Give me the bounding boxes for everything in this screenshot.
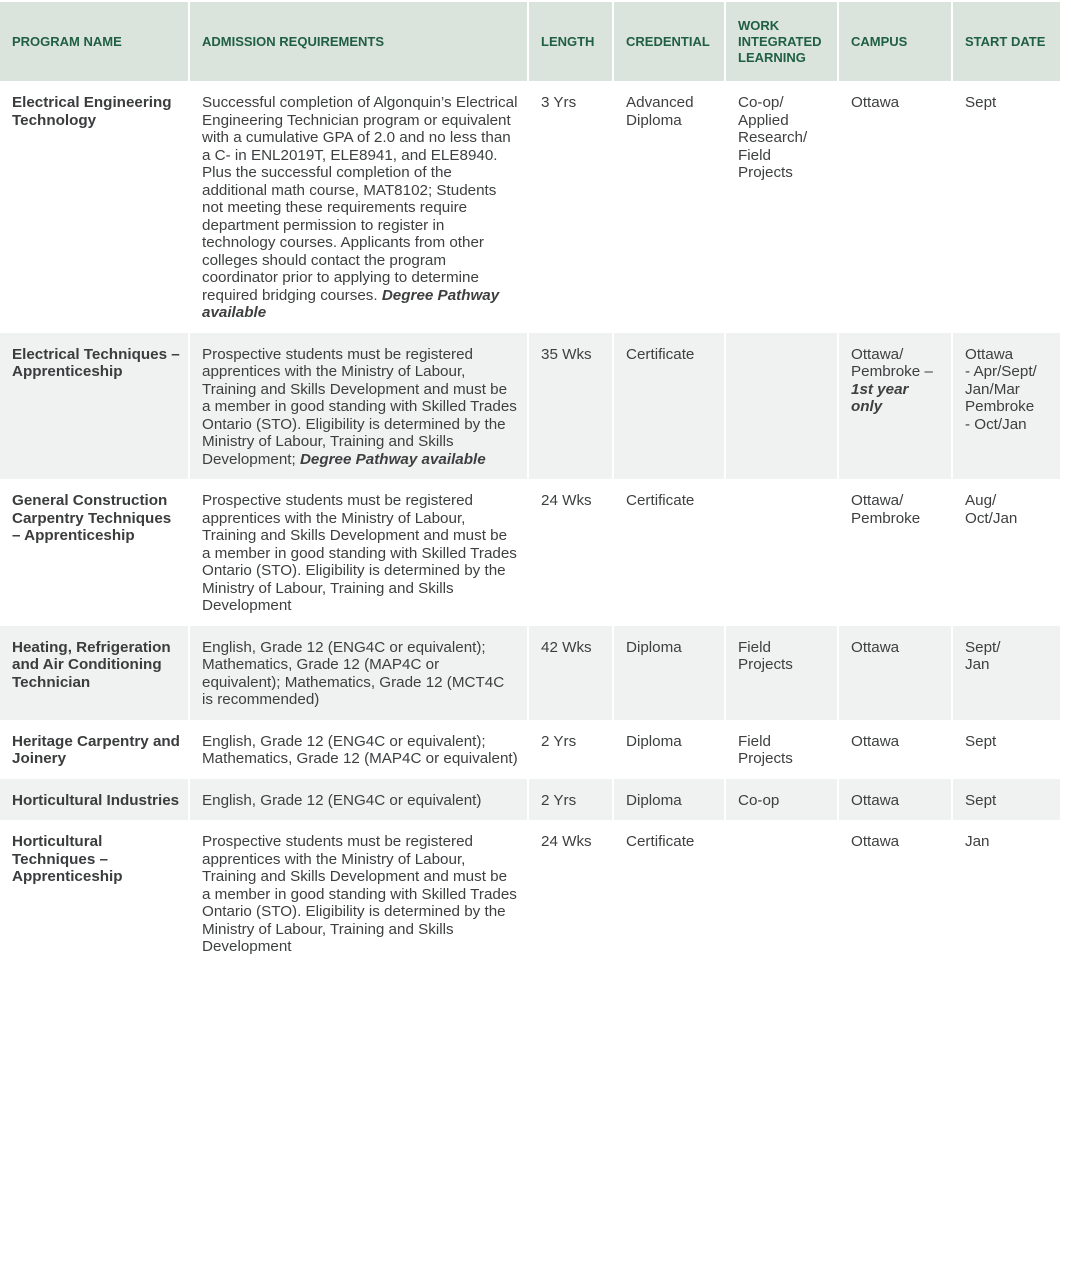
program-length: 3 Yrs [529,81,612,333]
admission-text: Prospective students must be registered apprentices with the Ministry of Labour, Training and Skills Development and must be a member in good standing with Skilled Trades Ontario (STO). Eligibility is determined by the Ministry of Labour, Training and Skills Development [202,833,517,955]
program-name: General Construction Carpentry Techniques – Apprenticeship [0,479,188,626]
table-row [0,81,1055,333]
start-date: Sept [953,81,1060,333]
admission-requirements [190,820,527,967]
table-header [0,2,1055,81]
program-length: 2 Yrs [529,779,612,821]
work-integrated-learning: Co-op/ Applied Research/ Field Projects [726,81,837,333]
credential: Diploma [614,779,724,821]
credential: Certificate [614,820,724,967]
credential: Advanced Diploma [614,81,724,333]
start-date: Sept [953,779,1060,821]
program-length: 2 Yrs [529,720,612,779]
campus [839,779,951,821]
work-integrated-learning [726,479,837,626]
admission-requirements [190,779,527,821]
header-work-integrated-learning: WORK INTEGRATED LEARNING [726,2,837,81]
program-name: Heating, Refrigeration and Air Conditioning Technician [0,626,188,720]
start-date: Jan [953,820,1060,967]
table-row [0,479,1055,626]
table-row [0,626,1055,720]
program-name: Horticultural Industries [0,779,188,821]
campus [839,626,951,720]
credential: Certificate [614,479,724,626]
campus-text: Ottawa [851,833,900,850]
campus [839,820,951,967]
program-length: 35 Wks [529,333,612,480]
table-row [0,333,1055,480]
campus-text: Ottawa [851,732,900,750]
campus [839,81,951,333]
admission-text: English, Grade 12 (ENG4C or equivalent); Mathematics, Grade 12 (MAP4C or equivalent); Mathematics, Grade 12 (MCT4C is recommended) [202,638,505,708]
admission-note: Degree Pathway available [299,450,486,468]
credential: Diploma [614,626,724,720]
header-start-date: START DATE [953,2,1060,81]
admission-text: Prospective students must be registered apprentices with the Ministry of Labour, Training and Skills Development and must be a member in good standing with Skilled Trades Ontario (STO). Eligibility is determined by the Ministry of Labour, Training and Skills Development; [202,345,517,468]
admission-requirements [190,333,527,480]
start-date: Sept [953,720,1060,779]
start-date: Ottawa - Apr/Sept/ Jan/Mar Pembroke - Oct/Jan [953,333,1060,480]
admission-note: Degree Pathway available [202,286,500,321]
campus-text: Ottawa [851,94,900,111]
credential: Certificate [614,333,724,480]
program-length: 42 Wks [529,626,612,720]
header-program-name: PROGRAM NAME [0,2,188,81]
program-name: Horticultural Techniques – Apprenticeship [0,820,188,967]
admission-requirements [190,720,527,779]
admission-requirements [190,479,527,626]
start-date: Aug/ Oct/Jan [953,479,1060,626]
credential: Diploma [614,720,724,779]
work-integrated-learning [726,820,837,967]
program-length: 24 Wks [529,820,612,967]
campus-text: Ottawa [851,791,900,809]
program-name: Electrical Techniques – Apprenticeship [0,333,188,480]
campus-text: Ottawa [851,638,900,656]
campus [839,333,951,480]
header-length: LENGTH [529,2,612,81]
campus [839,720,951,779]
admission-text: Successful completion of Algonquin’s Electrical Engineering Technician program or equivalent with a cumulative GPA of 2.0 and no less than a C- in ENL2019T, ELE8941, and ELE8940. Plus the successful completion of the additional math course, MAT8102; Students not meeting these requirements require department permission to register in technology courses. Applicants from other colleges should contact the program coordinator prior to applying to determine required bridging courses. [202,94,518,304]
admission-text: English, Grade 12 (ENG4C or equivalent) [202,791,482,809]
program-name: Heritage Carpentry and Joinery [0,720,188,779]
work-integrated-learning: Field Projects [726,720,837,779]
table-row [0,779,1055,821]
admission-text: Prospective students must be registered apprentices with the Ministry of Labour, Training and Skills Development and must be a member in good standing with Skilled Trades Ontario (STO). Eligibility is determined by the Ministry of Labour, Training and Skills Development [202,492,517,614]
work-integrated-learning: Field Projects [726,626,837,720]
table-row [0,820,1055,967]
header-admission-requirements: ADMISSION REQUIREMENTS [190,2,527,81]
admission-requirements [190,626,527,720]
campus-note: 1st year only [851,380,909,415]
admission-text: English, Grade 12 (ENG4C or equivalent); Mathematics, Grade 12 (MAP4C or equivalent) [202,732,518,767]
work-integrated-learning [726,333,837,480]
campus-text: Ottawa/ Pembroke [851,492,921,527]
program-name: Electrical Engineering Technology [0,81,188,333]
programs-table [0,2,1055,967]
campus [839,479,951,626]
header-credential: CREDENTIAL [614,2,724,81]
campus-text: Ottawa/ Pembroke – [851,345,933,380]
work-integrated-learning: Co-op [726,779,837,821]
start-date: Sept/ Jan [953,626,1060,720]
table-row [0,720,1055,779]
header-campus: CAMPUS [839,2,951,81]
program-length: 24 Wks [529,479,612,626]
admission-requirements [190,81,527,333]
